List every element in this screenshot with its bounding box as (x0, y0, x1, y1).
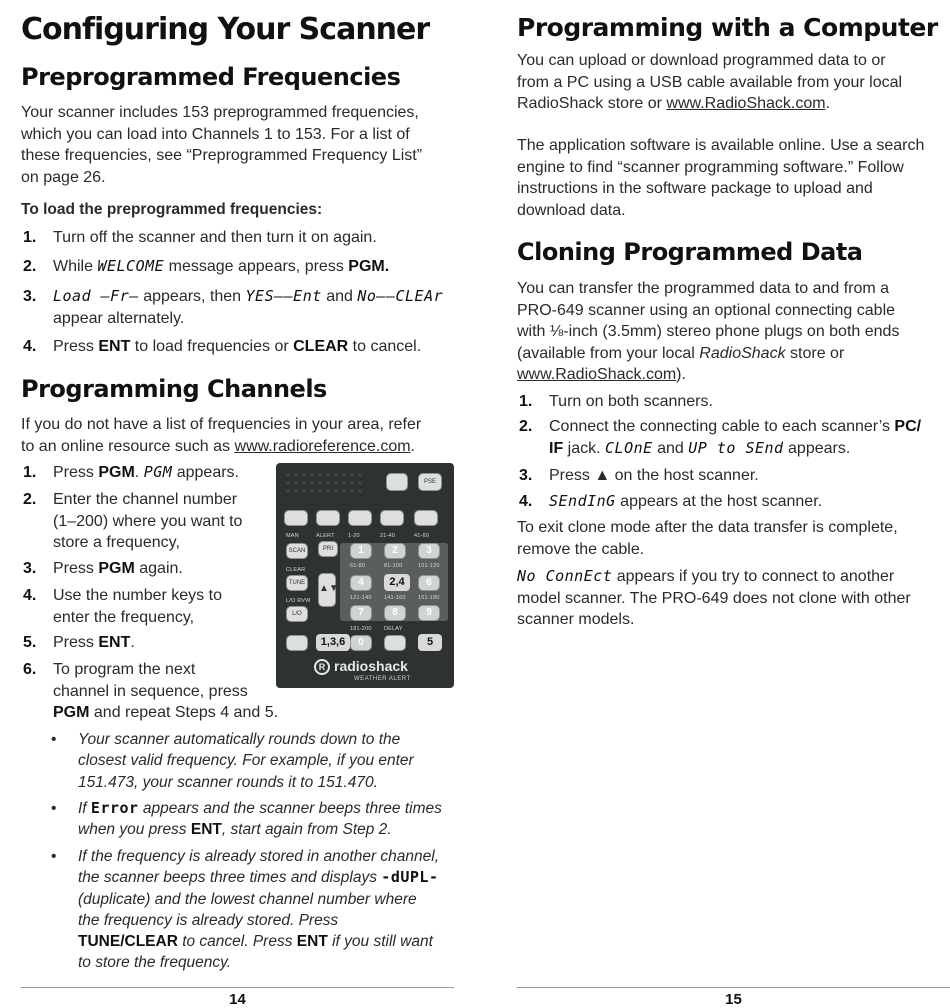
note-bullet-duplicate (51, 846, 461, 974)
heading-preprogrammed-frequencies: Preprogrammed Frequencies (21, 63, 401, 91)
keypad-key-6: 6 (418, 575, 440, 591)
radioreference-link[interactable]: www.radioreference.com (234, 437, 411, 455)
note-bullet-error (51, 798, 461, 841)
step-text: Load –Fr– appears, then YES––Ent and No––CLEAr appear alternately. (53, 287, 444, 327)
keypad-label: 121-140 (350, 595, 372, 601)
intro-line: which you can load into Channels 1 to 153. For a list of (21, 125, 410, 143)
scanner-keypad-image (276, 463, 454, 688)
bullet-dot: • (51, 848, 57, 865)
step-number: 4. (519, 493, 533, 510)
keypad-key (414, 510, 438, 526)
keypad-key-pri: PRI (318, 541, 338, 557)
clone-step-3 (519, 465, 950, 487)
bullet-text: Your scanner automatically rounds down to the closest valid frequency. For example, if you enter 151.473, your scanner rounds it to 151.470. (78, 731, 414, 791)
channels-intro: If you do not have a list of frequencies in your area, refer to an online resource such as www.radioreference.com. (21, 416, 422, 455)
footer-rule (21, 987, 454, 988)
key-label: PGM (98, 560, 135, 577)
key-label: ENT (296, 933, 328, 951)
computer-para-2: The application software is available online. Use a search engine to find “scanner programming software.” Follow instructions in the software package to upload and download data. (517, 137, 925, 219)
step-text: To program the next channel in sequence, press PGM and repeat Steps 4 and 5. (53, 661, 279, 721)
step-number: 6. (23, 661, 37, 678)
keypad-key-1: 1 (350, 543, 372, 559)
callout-steps-1-3-6: 1,3,6 (316, 634, 350, 651)
step-text: Press PGM. PGM appears. (53, 463, 239, 481)
step-text: Turn off the scanner and then turn it on again. (53, 229, 377, 246)
heading-cloning-programmed-data: Cloning Programmed Data (517, 238, 863, 266)
page-number: 14 (229, 991, 246, 1008)
lcd-text: WELCOME (97, 257, 165, 275)
keypad-label: L/O RVW (286, 598, 311, 604)
key-label: ENT (98, 338, 131, 355)
keypad-label: MAN (286, 533, 299, 539)
brand-name: radioshack (334, 658, 408, 674)
step-number: 1. (23, 464, 37, 481)
step-text: Turn on both scanners. (549, 393, 713, 410)
channel-step-3 (23, 558, 283, 580)
clone-step-2 (519, 416, 950, 459)
step-text: Connect the connecting cable to each scanner’s PC/ IF jack. CLOnE and UP to SEnd appears. (549, 418, 922, 457)
keypad-label: 181-200 (350, 626, 372, 632)
keypad-key-9: 9 (418, 605, 440, 621)
keypad-label: 41-60 (414, 533, 430, 539)
step-text: Use the number keys to enter the frequency, (53, 587, 222, 626)
step-text: Press ENT. (53, 634, 135, 651)
lcd-text: No ConnEct (517, 567, 613, 585)
channel-step-1 (23, 462, 283, 484)
lcd-text: No––CLEAr (357, 287, 444, 305)
channel-step-4 (23, 585, 283, 628)
radioshack-link[interactable]: www.RadioShack.com (666, 95, 826, 112)
keypad-label: CLEAR (286, 567, 306, 573)
step-number: 4. (23, 587, 37, 604)
keypad-label: DELAY (384, 626, 403, 632)
key-label: TUNE/CLEAR (78, 933, 178, 951)
lcd-text: YES––Ent (245, 287, 322, 305)
lcd-text: CLOnE (605, 438, 653, 457)
key-label: PC/ (894, 418, 922, 435)
intro-line: If you do not have a list of frequencies in your area, refer (21, 416, 422, 433)
preprogrammed-intro (21, 102, 454, 188)
lcd-text: Load –Fr– (53, 287, 139, 305)
no-connect-para: No ConnEct appears if you try to connect to another model scanner. The PRO-649 does not clone with other scanner models. (517, 567, 911, 628)
cloning-intro: You can transfer the programmed data to and from a PRO-649 scanner using an optional connecting cable with ⅛-inch (3.5mm) stereo phone plugs on both ends (available from your local RadioShack store or www.RadioShack.com). (517, 280, 900, 383)
keypad-key-7: 7 (350, 605, 372, 621)
footer-rule (517, 987, 950, 988)
lcd-text: UP to SEnd (688, 438, 784, 457)
key-label: CLEAR (293, 338, 349, 355)
channel-step-2 (23, 489, 283, 554)
arrow-up-down-icon: ▲▼ (318, 573, 336, 607)
step-number: 4. (23, 338, 37, 355)
lcd-text: Error (90, 799, 139, 817)
key-label: ENT (98, 634, 131, 651)
radioshack-logo-icon: R (314, 659, 330, 675)
keypad-label: 1-20 (348, 533, 360, 539)
heading-programming-channels: Programming Channels (21, 375, 327, 403)
lcd-text: -dUPL- (381, 868, 439, 887)
step-number: 5. (23, 634, 37, 651)
load-step-4 (23, 336, 454, 358)
channel-step-5 (23, 632, 283, 654)
bullet-dot: • (51, 800, 57, 817)
heading-programming-with-computer: Programming with a Computer (517, 13, 938, 42)
step-text: Press ENT to load frequencies or CLEAR to cancel. (53, 338, 422, 355)
bullet-dot: • (51, 731, 57, 748)
keypad-key-pse: PSE (418, 473, 442, 491)
keypad-key-4: 4 (350, 575, 372, 591)
keypad-key (386, 473, 408, 491)
step-number: 3. (23, 560, 37, 577)
step-text: SEndInG appears at the host scanner. (549, 492, 823, 510)
keypad-key (286, 635, 308, 651)
keypad-label: ALERT (316, 533, 335, 539)
keypad-label: 61-80 (350, 563, 366, 569)
brand-subtitle: WEATHER ALERT (354, 676, 411, 682)
bullet-text: If Error appears and the scanner beeps three times when you press ENT, start again from Step 2. (78, 799, 442, 839)
intro-line: Your scanner includes 153 preprogrammed frequencies, (21, 104, 419, 121)
load-step-3 (23, 286, 454, 329)
step-number: 3. (23, 288, 37, 305)
load-step-2 (23, 256, 454, 278)
keypad-key-8: 8 (384, 605, 406, 621)
keypad-key-lo: L/O (286, 606, 308, 622)
keypad-key-2: 2 (384, 543, 406, 559)
keypad-key-0: 0 (350, 635, 372, 651)
up-arrow-icon: ▲ (594, 467, 611, 484)
keypad-label: 101-120 (418, 563, 440, 569)
page-title: Configuring Your Scanner (21, 12, 430, 47)
keypad-key-scan: SCAN (286, 543, 308, 559)
key-label: IF (549, 439, 564, 457)
step-text: While WELCOME message appears, press PGM. (53, 257, 390, 275)
step-number: 2. (519, 418, 533, 435)
clone-step-1 (519, 391, 950, 413)
computer-para-1: You can upload or download programmed data to or from a PC using a USB cable available from your local RadioShack store or www.RadioShack.com. (517, 52, 903, 112)
step-number: 1. (23, 229, 37, 246)
exit-clone-para: To exit clone mode after the data transfer is complete, remove the cable. (517, 519, 898, 558)
key-label: PGM (53, 704, 90, 721)
key-label: PGM. (348, 258, 390, 275)
radioshack-link[interactable]: www.RadioShack.com (517, 366, 677, 383)
lcd-text: SEndInG (549, 492, 616, 510)
intro-line: these frequencies, see “Preprogrammed Frequency List” (21, 147, 423, 164)
step-number: 1. (519, 393, 533, 410)
step-number: 2. (23, 491, 37, 508)
lcd-text: PGM (143, 463, 173, 481)
key-label: ENT (190, 821, 222, 839)
step-number: 3. (519, 467, 533, 484)
keypad-label: 81-100 (384, 563, 403, 569)
keypad-label: 21-40 (380, 533, 396, 539)
bullet-text: If the frequency is already stored in another channel, the scanner beeps three times and displays -dUPL- (duplicate) and the lowest channel number where the frequency is already stored. Press TUNE/CLEAR to cancel. Press ENT if you still want to store the frequency. (78, 848, 440, 972)
load-step-1 (23, 227, 454, 249)
key-label: PGM (98, 464, 135, 481)
note-bullet-rounding (51, 729, 461, 793)
clone-step-4 (519, 491, 950, 513)
intro-line: on page 26. (21, 168, 106, 186)
step-number: 2. (23, 258, 37, 275)
step-text: Enter the channel number (1–200) where you want to store a frequency, (53, 491, 243, 551)
page-number: 15 (725, 991, 742, 1008)
step-text: Press ▲ on the host scanner. (549, 467, 759, 484)
keypad-label: 141-160 (384, 595, 406, 601)
keypad-key (284, 510, 308, 526)
keypad-key-dot (384, 635, 406, 651)
keypad-key (316, 510, 340, 526)
step-text: Press PGM again. (53, 560, 183, 577)
load-subheading: To load the preprogrammed frequencies: (21, 201, 323, 218)
keypad-key-tune: TUNE (286, 575, 308, 591)
keypad-label: 161-180 (418, 595, 440, 601)
callout-step-5: 5 (418, 634, 442, 651)
keypad-key (348, 510, 372, 526)
keypad-key-3: 3 (418, 543, 440, 559)
callout-steps-2-4: 2,4 (384, 574, 410, 591)
keypad-key (380, 510, 404, 526)
